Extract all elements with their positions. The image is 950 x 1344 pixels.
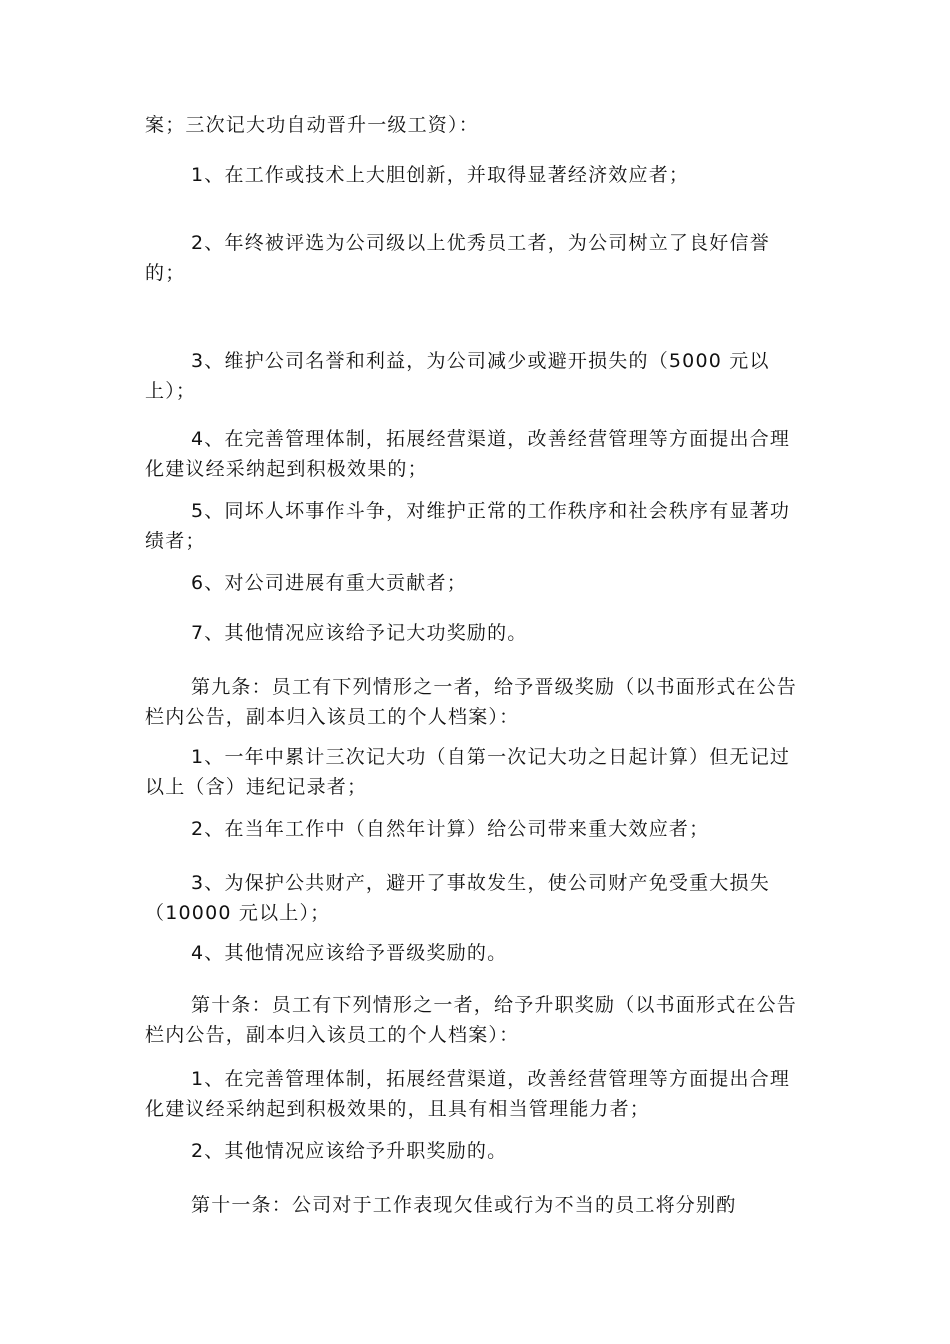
list-item-6: 6、对公司进展有重大贡献者； [191,572,467,594]
article-10: 第十条：员工有下列情形之一者，给予升职奖励（以书面形式在公告栏内公告，副本归入该员工的个人档案）： [145,994,798,1046]
article-10-item-1: 1、在完善管理体制，拓展经营渠道，改善经营管理等方面提出合理化建议经采纳起到积极效果的，且具有相当管理能力者； [145,1068,791,1120]
list-item-3: 3、维护公司名誉和利益，为公司减少或避开损失的（5000 元以上）； [145,350,770,402]
article-9-item-4: 4、其他情况应该给予晋级奖励的。 [191,942,508,964]
list-item-4: 4、在完善管理体制，拓展经营渠道，改善经营管理等方面提出合理化建议经采纳起到积极效果的； [145,428,791,480]
article-9: 第九条：员工有下列情形之一者，给予晋级奖励（以书面形式在公告栏内公告，副本归入该员工的个人档案）： [145,676,798,728]
list-item-2: 2、年终被评选为公司级以上优秀员工者，为公司树立了良好信誉的； [145,232,770,284]
article-9-item-2: 2、在当年工作中（自然年计算）给公司带来重大效应者； [191,818,710,840]
paragraph-continuation: 案；三次记大功自动晋升一级工资）： [145,114,479,136]
article-10-item-2: 2、其他情况应该给予升职奖励的。 [191,1140,508,1162]
list-item-1: 1、在工作或技术上大胆创新，并取得显著经济效应者； [191,164,690,186]
article-9-item-1: 1、一年中累计三次记大功（自第一次记大功之日起计算）但无记过以上（含）违纪记录者； [145,746,791,798]
list-item-5: 5、同坏人坏事作斗争，对维护正常的工作秩序和社会秩序有显著功绩者； [145,500,791,552]
article-11: 第十一条：公司对于工作表现欠佳或行为不当的员工将分别酌 [191,1194,737,1216]
article-9-item-3: 3、为保护公共财产，避开了事故发生，使公司财产免受重大损失（10000 元以上）； [145,872,770,924]
list-item-7: 7、其他情况应该给予记大功奖励的。 [191,622,528,644]
